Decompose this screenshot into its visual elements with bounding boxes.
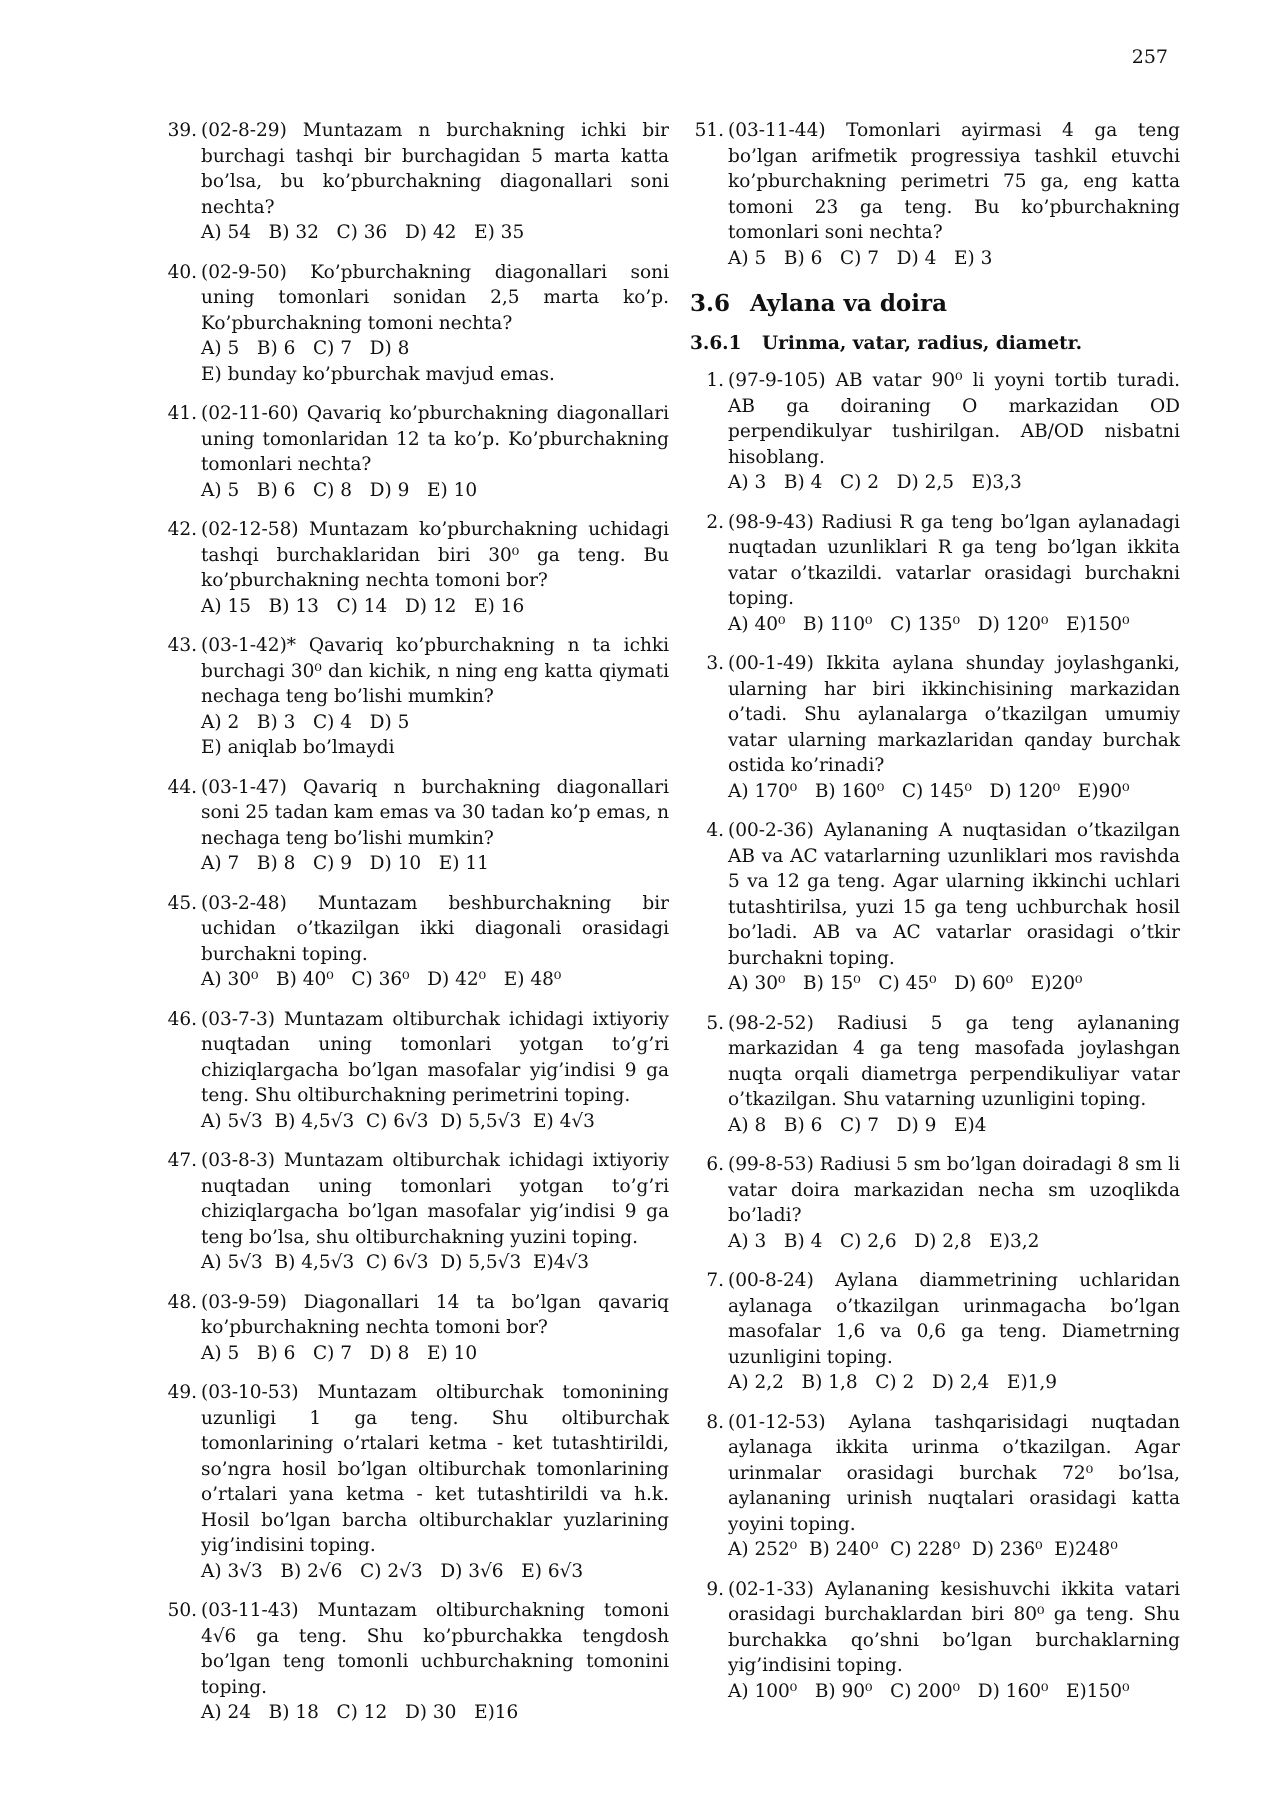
subsection-title [690, 331, 1180, 357]
problem-number: 1. [706, 370, 724, 391]
problem-number: 5. [706, 1012, 724, 1034]
problem-item [163, 517, 669, 619]
problem-answers: A) 3√3 B) 2√6 C) 2√3 D) 3√6 E) 6√3 [201, 1560, 584, 1582]
right-column [690, 118, 1180, 1718]
problem-item [163, 891, 669, 993]
problem-item [163, 401, 669, 503]
problem-number: 48. [167, 1291, 197, 1313]
problem-answers: A) 15 B) 13 C) 14 D) 12 E) 16 [201, 595, 525, 617]
section-title [690, 291, 1180, 317]
problem-number: 8. [706, 1411, 724, 1433]
problem-text: (03-11-44) Tomonlari ayirmasi 4 ga teng bo’lgan arifmetik progressiya tashkil etuvchi ko’pburchakning perimetri 75 ga, eng katta tomoni 23 ga teng. Bu ko’pburchakning tomonlari soni nechta? [728, 120, 1180, 243]
problem-answers: A) 2,2 B) 1,8 C) 2 D) 2,4 E)1,9 [728, 1372, 1058, 1393]
problem-text: (00-2-36) Aylananing A nuqtasidan o’tkazilgan AB va AC vatarlarning uzunliklari mos ravishda 5 va 12 ga teng. Agar ularning ikkinchi uchlari tutashtirilsa, yuzi 15 ga teng uchburchak hosil bo’ladi. AB va AC vatarlar orasidagi o’tkir burchakni toping. [728, 820, 1180, 969]
problem-item [690, 510, 1180, 638]
problem-answers: A) 5 B) 6 C) 8 D) 9 E) 10 [201, 479, 478, 501]
problem-answers: A) 3 B) 4 C) 2,6 D) 2,8 E)3,2 [728, 1230, 1040, 1252]
problem-answers: A) 7 B) 8 C) 9 D) 10 E) 11 [201, 853, 489, 874]
problem-item [690, 1410, 1180, 1563]
problem-item [690, 1011, 1180, 1139]
problem-number: 49. [167, 1382, 197, 1403]
problem-item [690, 368, 1180, 496]
problem-item [163, 260, 669, 388]
problem-number: 39. [167, 120, 197, 141]
problem-text: (03-1-47) Qavariq n burchakning diagonallari soni 25 tadan kam emas va 30 tadan ko’p emas, n nechaga teng bo’lishi mumkin? [201, 776, 670, 849]
problem-item [163, 1007, 669, 1135]
problem-number: 3. [706, 653, 724, 674]
problem-text: (02-1-33) Aylananing kesishuvchi ikkita vatari orasidagi burchaklardan biri 80⁰ ga teng. Shu burchakka qo’shni bo’lgan burchaklarning yig’indisini toping. [728, 1578, 1180, 1676]
problem-number: 42. [167, 519, 197, 540]
problem-answers: A) 100⁰ B) 90⁰ C) 200⁰ D) 160⁰ E)150⁰ [728, 1680, 1130, 1702]
problem-item [163, 775, 669, 877]
problem-number: 7. [706, 1270, 724, 1291]
problem-number: 43. [167, 635, 197, 656]
problem-text: (03-7-3) Muntazam oltiburchak ichidagi ixtiyoriy nuqtadan uning tomonlari yotgan to’g’ri chiziqlargacha bo’lgan masofalar yig’indisi 9 ga teng. Shu oltiburchakning perimetrini toping. [201, 1008, 669, 1106]
problem-answers: A) 5 B) 6 C) 7 D) 8 E) 10 [201, 1342, 478, 1364]
problem-text: (01-12-53) Aylana tashqarisidagi nuqtadan aylanaga ikkita urinma o’tkazilgan. Agar urinmalar orasidagi burchak 72⁰ bo’lsa, aylananing urinish nuqtalari orasidagi katta yoyini toping. [728, 1411, 1180, 1535]
problem-answers: A) 40⁰ B) 110⁰ C) 135⁰ D) 120⁰ E)150⁰ [728, 613, 1130, 635]
problem-answers: A) 252⁰ B) 240⁰ C) 228⁰ D) 236⁰ E)248⁰ [728, 1539, 1118, 1560]
problem-answers: A) 30⁰ B) 40⁰ C) 36⁰ D) 42⁰ E) 48⁰ [201, 969, 562, 990]
problem-text: (97-9-105) AB vatar 90⁰ li yoyni tortib turadi. AB ga doiraning O markazidan OD perpendikulyar tushirilgan. AB/OD nisbatni hisoblang. [728, 370, 1180, 468]
problem-item [163, 1290, 669, 1367]
section-number: 3.6 [690, 290, 731, 317]
problem-answers: A) 8 B) 6 C) 7 D) 9 E)4 [728, 1114, 987, 1136]
problem-text: (00-8-24) Aylana diammetrining uchlaridan aylanaga o’tkazilgan urinmagacha bo’lgan masofalar 1,6 va 0,6 ga teng. Diametrning uzunligini toping. [728, 1270, 1180, 1368]
problem-number: 9. [706, 1578, 724, 1600]
problem-text: (03-10-53) Muntazam oltiburchak tomonining uzunligi 1 ga teng. Shu oltiburchak tomonlarining o’rtalari ketma - ket tutashtirildi, so’ngra hosil bo’lgan oltiburchak tomonlarining o’rtalari yana ketma - ket tutashtirildi va h.k. Hosil bo’lgan barcha oltiburchaklar yuzlarining yig’indisini toping. [201, 1382, 669, 1556]
problem-text: (02-11-60) Qavariq ko’pburchakning diagonallari uning tomonlaridan 12 ta ko’p. Ko’pburchakning tomonlari nechta? [201, 403, 669, 475]
problem-item [690, 651, 1180, 804]
problem-item [163, 1148, 669, 1276]
problem-number: 40. [167, 261, 197, 283]
problem-answers: A) 5√3 B) 4,5√3 C) 6√3 D) 5,5√3 E)4√3 [201, 1252, 590, 1273]
problem-text: (98-2-52) Radiusi 5 ga teng aylananing markazidan 4 ga teng masofada joylashgan nuqta orqali diametrga perpendikuliyar vatar o’tkazilgan. Shu vatarning uzunligini toping. [728, 1012, 1180, 1110]
problem-text: (99-8-53) Radiusi 5 sm bo’lgan doiradagi 8 sm li vatar doira markazidan necha sm uzoqlikda bo’ladi? [728, 1154, 1180, 1226]
left-column [163, 118, 669, 1740]
problem-answers: A) 30⁰ B) 15⁰ C) 45⁰ D) 60⁰ E)20⁰ [728, 973, 1083, 994]
section-title-text: Aylana va doira [750, 290, 948, 317]
problem-extra-answer: E) bunday ko’pburchak mavjud emas. [201, 363, 555, 385]
problem-text: (03-1-42)* Qavariq ko’pburchakning n ta ichki burchagi 30⁰ dan kichik, n ning eng katta qiymati nechaga teng bo’lishi mumkin? [201, 635, 669, 707]
problem-answers: A) 170⁰ B) 160⁰ C) 145⁰ D) 120⁰ E)90⁰ [728, 780, 1130, 802]
subsection-number: 3.6.1 [690, 332, 742, 354]
problem-text: (03-2-48) Muntazam beshburchakning bir uchidan o’tkazilgan ikki diagonali orasidagi burchakni toping. [201, 892, 669, 965]
problem-answers: A) 5√3 B) 4,5√3 C) 6√3 D) 5,5√3 E) 4√3 [201, 1110, 595, 1132]
page-number: 257 [1131, 46, 1168, 68]
problem-answers: A) 3 B) 4 C) 2 D) 2,5 E)3,3 [728, 472, 1022, 493]
problem-answers: A) 5 B) 6 C) 7 D) 8 [201, 338, 410, 359]
problem-number: 4. [706, 820, 724, 841]
problem-item [690, 1577, 1180, 1705]
problem-number: 2. [706, 511, 724, 533]
problem-item [690, 1268, 1180, 1396]
problem-text: (02-9-50) Ko’pburchakning diagonallari soni uning tomonlari sonidan 2,5 marta ko’p. Ko’pburchakning tomoni nechta? [201, 261, 669, 334]
problem-text: (02-12-58) Muntazam ko’pburchakning uchidagi tashqi burchaklaridan biri 30⁰ ga teng. Bu ko’pburchakning nechta tomoni bor? [201, 519, 669, 591]
problem-text: (03-11-43) Muntazam oltiburchakning tomoni 4√6 ga teng. Shu ko’pburchakka tengdosh bo’lgan teng tomonli uchburchakning tomonini toping. [201, 1600, 669, 1698]
problem-number: 47. [167, 1150, 197, 1171]
problem-number: 41. [167, 403, 197, 424]
problem-answers: A) 54 B) 32 C) 36 D) 42 E) 35 [201, 222, 525, 243]
problem-number: 50. [167, 1600, 197, 1621]
problem-item [163, 118, 669, 246]
problem-answers: A) 5 B) 6 C) 7 D) 4 E) 3 [728, 247, 993, 269]
problem-item [163, 1380, 669, 1584]
problem-item [690, 1152, 1180, 1254]
problem-text: (03-9-59) Diagonallari 14 ta bo’lgan qavariq ko’pburchakning nechta tomoni bor? [201, 1291, 669, 1338]
problem-item [690, 818, 1180, 997]
problem-item [163, 1598, 669, 1726]
problem-answers: A) 24 B) 18 C) 12 D) 30 E)16 [201, 1702, 519, 1723]
problem-number: 45. [167, 892, 197, 914]
problem-item [690, 118, 1180, 271]
problem-answers: A) 2 B) 3 C) 4 D) 5 [201, 711, 410, 733]
problem-text: (00-1-49) Ikkita aylana shunday joylashganki, ularning har biri ikkinchisining markazidan o’tadi. Shu aylanalarga o’tkazilgan umumiy vatar ularning markazlaridan qanday burchak ostida ko’rinadi? [728, 653, 1180, 776]
problem-item [163, 633, 669, 761]
problem-text: (03-8-3) Muntazam oltiburchak ichidagi ixtiyoriy nuqtadan uning tomonlari yotgan to’g’ri chiziqlargacha bo’lgan masofalar yig’indisi 9 ga teng bo’lsa, shu oltiburchakning yuzini toping. [201, 1150, 669, 1248]
problem-text: (02-8-29) Muntazam n burchakning ichki bir burchagi tashqi bir burchagidan 5 marta katta bo’lsa, bu ko’pburchakning diagonallari soni nechta? [201, 120, 669, 218]
problem-number: 46. [167, 1008, 197, 1030]
problem-extra-answer: E) aniqlab bo’lmaydi [201, 737, 395, 758]
subsection-title-text: Urinma, vatar, radius, diametr. [762, 332, 1083, 354]
problem-text: (98-9-43) Radiusi R ga teng bo’lgan aylanadagi nuqtadan uzunliklari R ga teng bo’lgan ikkita vatar o’tkazildi. vatarlar orasidagi burchakni toping. [728, 511, 1180, 609]
problem-number: 51. [694, 120, 724, 141]
problem-number: 6. [706, 1154, 724, 1175]
problem-number: 44. [167, 776, 197, 798]
